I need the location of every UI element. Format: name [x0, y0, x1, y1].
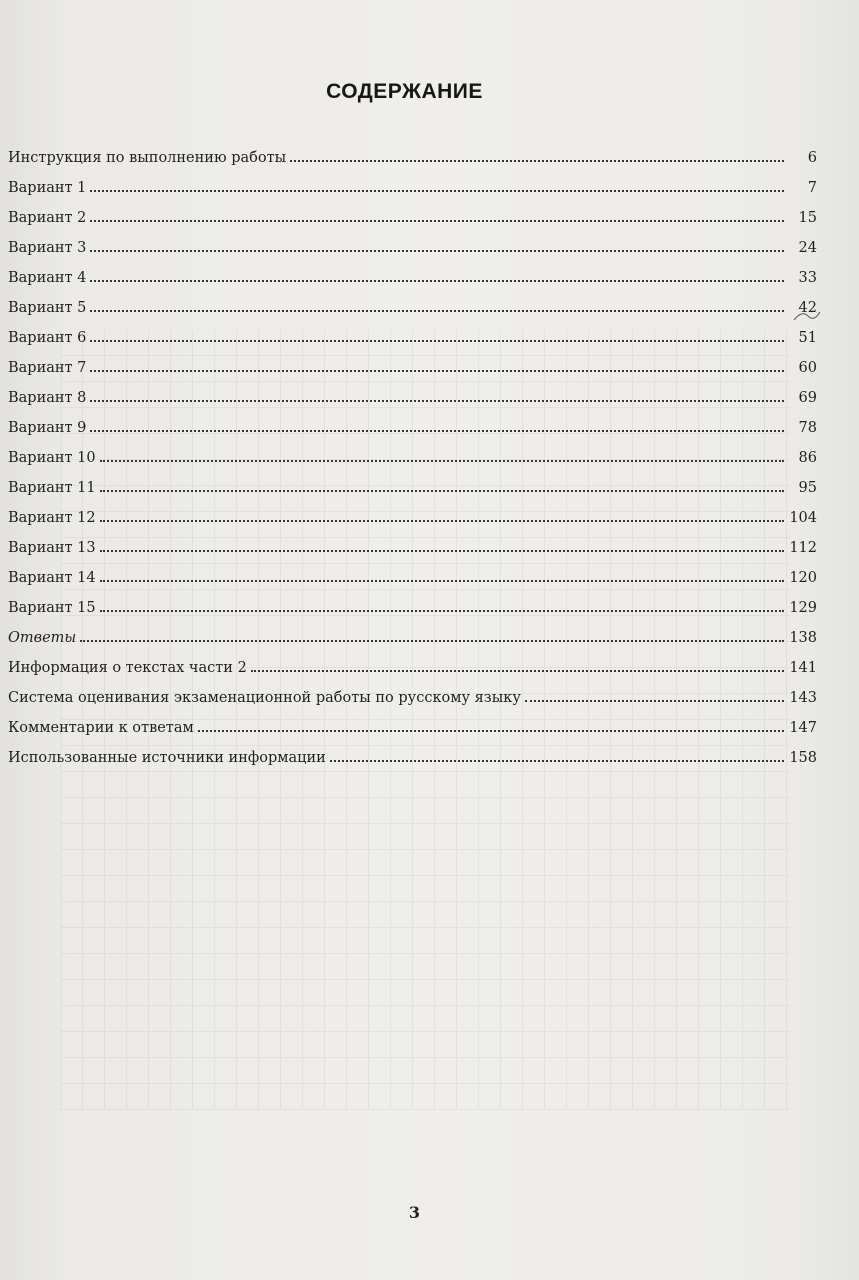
dot-leader	[100, 579, 784, 582]
toc-entry-label: Система оценивания экзаменационной работы по русскому языку	[8, 690, 521, 706]
dot-leader	[90, 219, 784, 222]
toc-entry-label: Вариант 5	[8, 300, 87, 316]
toc-entry	[8, 743, 817, 773]
toc-entry	[8, 293, 817, 323]
page-number: 3	[408, 1203, 421, 1222]
toc-entry-page-number: 141	[789, 660, 817, 676]
toc-entry-page-number: 138	[789, 630, 817, 646]
toc-entry-label: Комментарии к ответам	[8, 720, 194, 736]
toc-entry	[8, 683, 817, 713]
dot-leader	[330, 759, 784, 762]
toc-entry-label: Ответы	[8, 630, 77, 646]
toc-entry-label: Информация о текстах части 2	[8, 660, 247, 676]
dot-leader	[100, 609, 784, 612]
dot-leader	[525, 699, 784, 702]
toc-entry-label: Вариант 9	[8, 420, 87, 436]
dot-leader	[251, 669, 784, 672]
toc-entry-page-number: 95	[798, 480, 817, 496]
toc-entry	[8, 353, 817, 383]
dot-leader	[90, 429, 784, 432]
toc-entry-label: Вариант 7	[8, 360, 87, 376]
toc-entry-label: Вариант 4	[8, 270, 87, 286]
toc-entry-label: Вариант 6	[8, 330, 87, 346]
toc-entry-label: Инструкция по выполнению работы	[8, 150, 287, 166]
toc-entry-label: Вариант 8	[8, 390, 87, 406]
toc-entry-page-number: 69	[798, 390, 817, 406]
dot-leader	[90, 189, 784, 192]
toc-entry-label: Вариант 15	[8, 600, 96, 616]
toc-entry-label: Вариант 2	[8, 210, 87, 226]
dot-leader	[90, 309, 784, 312]
dot-leader	[90, 249, 784, 252]
toc-entry	[8, 563, 817, 593]
toc-entry	[8, 503, 817, 533]
dot-leader	[90, 279, 784, 282]
dot-leader	[198, 729, 784, 732]
toc-entry-label: Вариант 3	[8, 240, 87, 256]
dot-leader	[90, 339, 784, 342]
dot-leader	[100, 519, 784, 522]
toc-entry	[8, 203, 817, 233]
toc-entry-label: Вариант 1	[8, 180, 87, 196]
toc-entry-page-number: 112	[789, 540, 817, 556]
pen-mark	[792, 308, 822, 322]
toc-entry	[8, 443, 817, 473]
toc-entry-label: Вариант 14	[8, 570, 96, 586]
toc-entry	[8, 623, 817, 653]
toc-entry-page-number: 15	[798, 210, 817, 226]
toc-entry-page-number: 60	[798, 360, 817, 376]
toc-entry	[8, 143, 817, 173]
toc-entry-page-number: 104	[789, 510, 817, 526]
page-title: СОДЕРЖАНИЕ	[326, 80, 483, 103]
dot-leader	[100, 459, 784, 462]
toc-entry-page-number: 6	[807, 150, 817, 166]
toc-entry	[8, 413, 817, 443]
toc-entry	[8, 473, 817, 503]
toc-entry-label: Вариант 10	[8, 450, 96, 466]
toc-entry	[8, 383, 817, 413]
toc-entry-label: Вариант 12	[8, 510, 96, 526]
dot-leader	[100, 549, 784, 552]
toc-entry-page-number: 120	[789, 570, 817, 586]
toc-entry-page-number: 42	[798, 300, 817, 316]
toc-entry-page-number: 147	[789, 720, 817, 736]
toc-entry	[8, 173, 817, 203]
toc-entry-page-number: 78	[798, 420, 817, 436]
dot-leader	[90, 399, 784, 402]
toc-entry-page-number: 7	[807, 180, 817, 196]
toc-entry-page-number: 158	[789, 750, 817, 766]
dot-leader	[90, 369, 784, 372]
dot-leader	[290, 159, 784, 162]
toc-entry-page-number: 33	[798, 270, 817, 286]
toc-entry	[8, 323, 817, 353]
toc-entry-label: Вариант 13	[8, 540, 96, 556]
toc-entry	[8, 713, 817, 743]
toc-entry-page-number: 143	[789, 690, 817, 706]
dot-leader	[100, 489, 784, 492]
toc-entry	[8, 653, 817, 683]
toc-entry	[8, 263, 817, 293]
toc-entry-page-number: 51	[798, 330, 817, 346]
dot-leader	[80, 639, 784, 642]
toc-entry-page-number: 24	[798, 240, 817, 256]
toc-entry-label: Использованные источники информации	[8, 750, 326, 766]
toc-entry	[8, 233, 817, 263]
toc-entry-page-number: 129	[789, 600, 817, 616]
toc-entry	[8, 533, 817, 563]
toc-entry-label: Вариант 11	[8, 480, 96, 496]
table-of-contents	[8, 143, 817, 773]
toc-entry	[8, 593, 817, 623]
toc-entry-page-number: 86	[798, 450, 817, 466]
